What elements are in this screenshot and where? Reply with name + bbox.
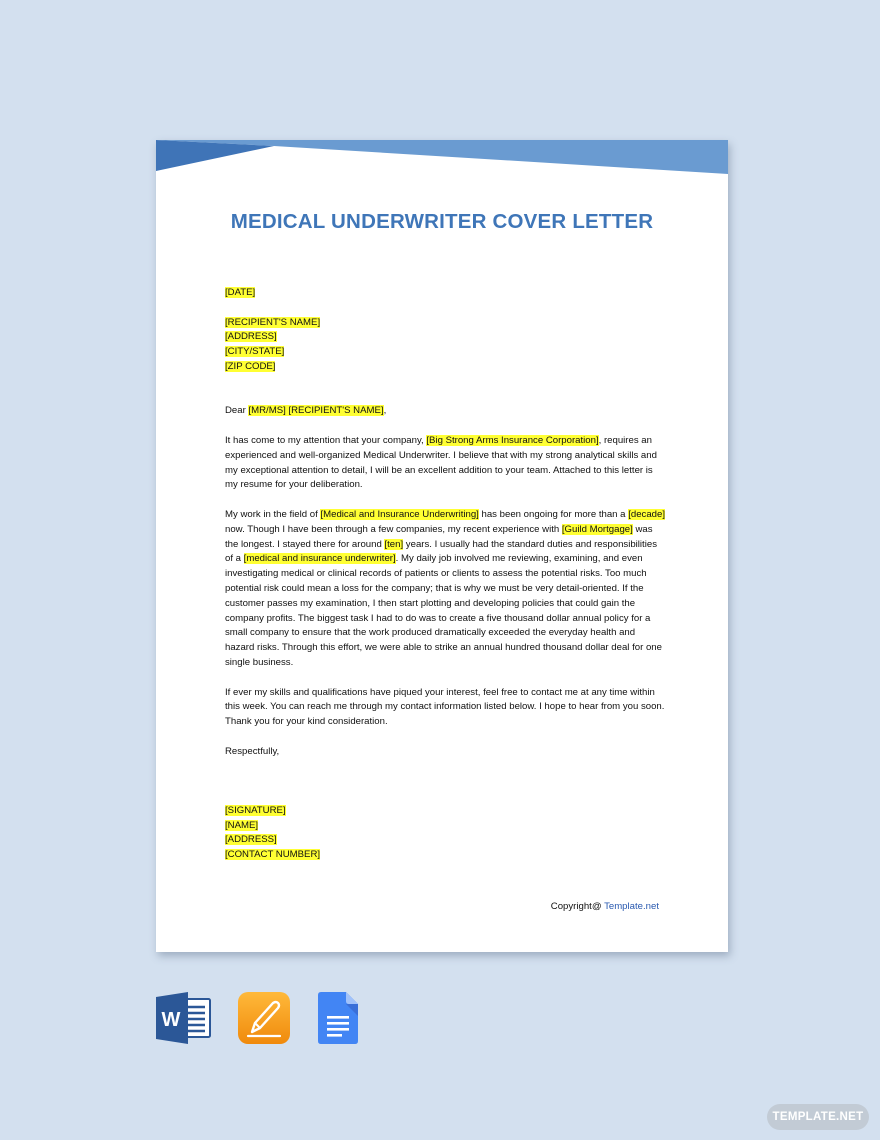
field-placeholder: [Medical and Insurance Underwriting] [320, 508, 479, 520]
duration-placeholder: [decade] [628, 508, 665, 520]
signature-line [225, 804, 665, 819]
recipient-zip-line [225, 360, 665, 375]
paragraph-2: My work in the field of [Medical and Insurance Underwriting] has been ongoing for more than a [decade] now. Though I have been through a few companies, my recent experience with [Guild Mortgage] was the longest. I stayed there for around [ten] years. I usually had the standard duties and responsibilities of a [medical and insurance underwriter]. My daily job involved me reviewing, examining, and even investigating medical or clinical records of patients or clients to assess the potential risks. Too much potential risk could mean a loss for the company; that is why we must be very detail-oriented. If the customer passes my examination, I then start plotting and developing policies that could gain the company profits. The biggest task I had to do was to create a five thousand dollar annual policy for a small company to ensure that the work produced dramatically exceeded the everyday health and hazard risks. Through this effort, we were able to strike an annual hundred thousand dollar deal for one single business. [225, 508, 665, 668]
recipient-name-line [225, 316, 665, 331]
copyright-brand: Template.net [604, 901, 659, 912]
microsoft-word-icon[interactable] [156, 992, 212, 1044]
sender-address-line [225, 833, 665, 848]
recipient-name: [RECIPIENT'S NAME] [225, 316, 321, 328]
closing: Respectfully, [225, 745, 280, 757]
svg-text:W: W [161, 1009, 181, 1031]
recipient-address: [ADDRESS] [225, 331, 277, 343]
contact-number-placeholder: [CONTACT NUMBER] [225, 849, 321, 861]
date-placeholder: [DATE] [225, 287, 256, 298]
sender-address-placeholder: [ADDRESS] [225, 834, 277, 846]
paragraph-3: If ever my skills and qualifications have piqued your interest, feel free to contact me at any time within this week. You can reach me through my contact information listed below. I hope to hear from you soon. Thank you for your kind consideration. [225, 686, 665, 728]
sender-name-line [225, 819, 665, 834]
recipient-zip: [ZIP CODE] [225, 360, 276, 372]
letter-page [156, 140, 728, 952]
recipient-city-line [225, 345, 665, 360]
company-placeholder: [Big Strong Arms Insurance Corporation] [426, 434, 599, 446]
template-net-badge[interactable]: TEMPLATE.NET [767, 1104, 869, 1130]
recipient-city-state: [CITY/STATE] [225, 346, 285, 358]
google-docs-icon[interactable] [318, 992, 358, 1044]
date-line [225, 286, 665, 301]
recipient-address-line [225, 330, 665, 345]
sender-contact-line [225, 848, 665, 863]
signature-placeholder: [SIGNATURE] [225, 804, 286, 816]
apple-pages-icon[interactable] [238, 992, 290, 1044]
document-title: MEDICAL UNDERWRITER COVER LETTER [230, 210, 654, 233]
previous-company-placeholder: [Guild Mortgage] [561, 523, 633, 535]
paragraph-1: It has come to my attention that your company, [Big Strong Arms Insurance Corporation], requires an experienced and well-organized Medical Underwriter. I believe that with my strong analytical skills and my exceptional attention to detail, I will be an excellent addition to your team. Attached to this letter is my resume for your deliberation. [225, 434, 657, 491]
sender-name-placeholder: [NAME] [225, 819, 259, 831]
letter-body [225, 286, 665, 863]
copyright-notice: Copyright@ Template.net [550, 901, 659, 912]
salutation: Dear [MR/MS] [RECIPIENT'S NAME], [225, 405, 387, 417]
salutation-name: [MR/MS] [RECIPIENT'S NAME] [248, 405, 384, 417]
years-placeholder: [ten] [384, 538, 404, 550]
role-placeholder: [medical and insurance underwriter] [243, 553, 396, 565]
header-band [156, 140, 728, 176]
